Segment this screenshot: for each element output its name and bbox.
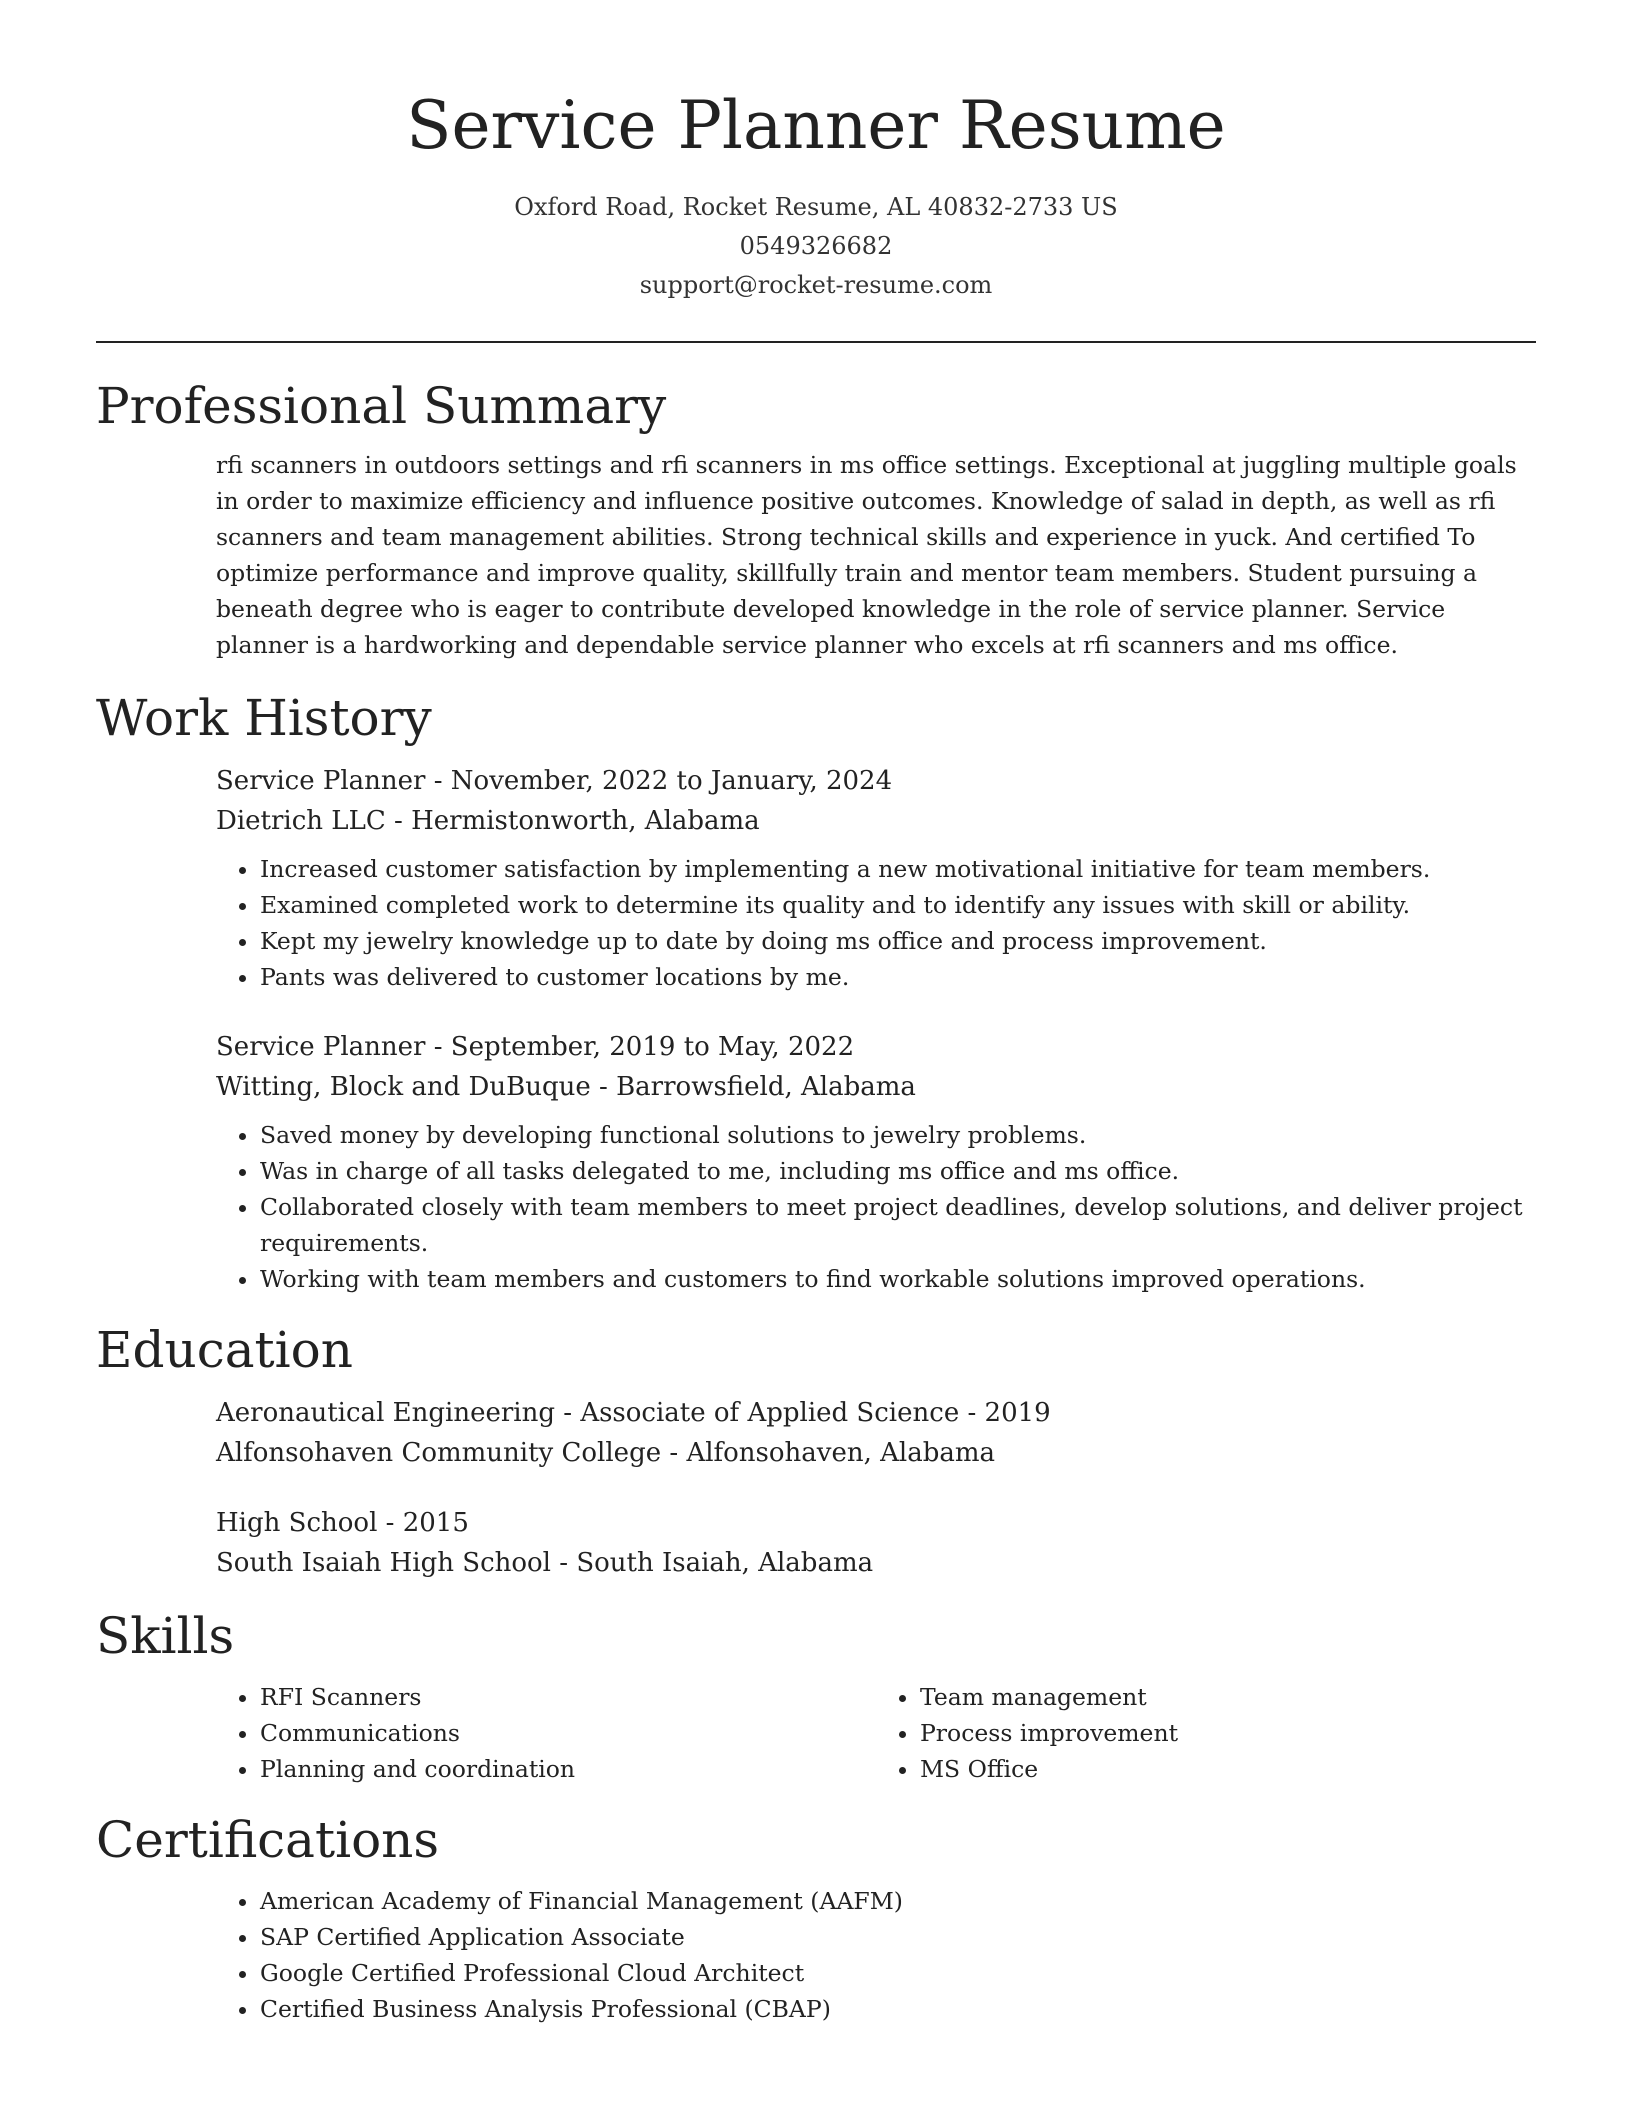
certification-item: • Google Certified Professional Cloud Architect	[260, 1955, 1536, 1991]
skills-column-left	[216, 1679, 876, 1787]
skill-item: • Planning and coordination	[260, 1751, 876, 1787]
separator: -	[385, 806, 412, 836]
education-school-line	[216, 1543, 1536, 1583]
summary-section	[96, 447, 1536, 663]
education-field: High School	[216, 1508, 378, 1538]
job-company: Witting, Block and DuBuque	[216, 1072, 591, 1102]
skills-column-right	[876, 1679, 1536, 1787]
job-bullets	[216, 851, 1536, 995]
work-section	[96, 761, 1536, 1297]
skill-item: • MS Office	[920, 1751, 1536, 1787]
education-heading	[216, 1503, 1536, 1543]
section-title-education: Education	[96, 1321, 353, 1379]
resume-page	[96, 0, 1536, 2027]
separator: -	[554, 1398, 581, 1428]
contact-block	[96, 188, 1536, 305]
separator: -	[425, 1032, 451, 1062]
education-entry	[216, 1393, 1536, 1473]
email-line: support@rocket-resume.com	[639, 271, 993, 299]
education-year: 2019	[984, 1398, 1051, 1428]
resume-header	[96, 0, 1536, 305]
resume-title: Service Planner Resume	[406, 87, 1226, 164]
job-bullet: • Increased customer satisfaction by implementing a new motivational initiative for team members.	[260, 851, 1536, 887]
certification-list	[216, 1883, 1536, 2027]
job-entry	[216, 761, 1536, 995]
skill-item: • Process improvement	[920, 1715, 1536, 1751]
certification-item: • Certified Business Analysis Professional (CBAP)	[260, 1991, 1536, 2027]
summary-text: rfi scanners in outdoors settings and rfi scanners in ms office settings. Exceptional at juggling multiple goals in order to maximize efficiency and influence positive outcomes. Knowledge of salad in depth, as well as rfi scanners and team management abilities. Strong technical skills and experience in yuck. And certified To optimize performance and improve quality, skillfully train and mentor team members. Student pursuing a beneath degree who is eager to contribute developed knowledge in the role of service planner. Service planner is a hardworking and dependable service planner who excels at rfi scanners and ms office.	[216, 451, 1517, 659]
skill-item: • RFI Scanners	[260, 1679, 876, 1715]
job-position: Service Planner	[216, 1032, 426, 1062]
address-line: Oxford Road, Rocket Resume, AL 40832-2733 US	[514, 193, 1118, 221]
job-bullet: • Working with team members and customers to find workable solutions improved operations.	[260, 1261, 1536, 1297]
job-heading	[216, 761, 1536, 801]
education-school-line	[216, 1433, 1536, 1473]
job-company: Dietrich LLC	[216, 806, 386, 836]
job-position: Service Planner	[216, 766, 426, 796]
education-year: 2015	[402, 1508, 469, 1538]
education-school: Alfonsohaven Community College	[216, 1438, 662, 1468]
section-title-certifications: Certifications	[96, 1811, 440, 1869]
job-bullet: • Saved money by developing functional solutions to jewelry problems.	[260, 1117, 1536, 1153]
job-bullets	[216, 1117, 1536, 1297]
header-divider	[96, 341, 1536, 343]
skills-grid	[216, 1679, 1536, 1787]
education-degree: Associate of Applied Science	[580, 1398, 960, 1428]
job-bullet: • Was in charge of all tasks delegated to me, including ms office and ms office.	[260, 1153, 1536, 1189]
job-heading	[216, 1027, 1536, 1067]
separator: -	[661, 1438, 687, 1468]
job-bullet: • Examined completed work to determine its quality and to identify any issues with skill or ability.	[260, 887, 1536, 923]
skill-item: • Team management	[920, 1679, 1536, 1715]
separator: -	[551, 1548, 577, 1578]
job-employer	[216, 801, 1536, 841]
phone-line: 0549326682	[739, 232, 893, 260]
job-dates: September, 2019 to May, 2022	[450, 1032, 855, 1062]
section-title-work: Work History	[96, 689, 432, 747]
separator: -	[377, 1508, 403, 1538]
job-bullet: • Collaborated closely with team members to meet project deadlines, develop solutions, and deliver project requirements.	[260, 1189, 1536, 1261]
job-dates: November, 2022 to January, 2024	[450, 766, 893, 796]
job-employer	[216, 1067, 1536, 1107]
education-entry	[216, 1503, 1536, 1583]
education-heading	[216, 1393, 1536, 1433]
certifications-section	[96, 1883, 1536, 2027]
skills-section	[96, 1679, 1536, 1787]
job-bullet: • Kept my jewelry knowledge up to date by doing ms office and process improvement.	[260, 923, 1536, 959]
job-location: Hermistonworth, Alabama	[411, 806, 760, 836]
section-title-skills: Skills	[96, 1607, 235, 1665]
education-school: South Isaiah High School	[216, 1548, 551, 1578]
job-entry	[216, 1027, 1536, 1297]
education-location: Alfonsohaven, Alabama	[686, 1438, 996, 1468]
section-title-summary: Professional Summary	[96, 377, 667, 435]
separator: -	[959, 1398, 985, 1428]
certification-item: • SAP Certified Application Associate	[260, 1919, 1536, 1955]
skill-item: • Communications	[260, 1715, 876, 1751]
education-location: South Isaiah, Alabama	[576, 1548, 874, 1578]
job-location: Barrowsfield, Alabama	[616, 1072, 916, 1102]
education-section	[96, 1393, 1536, 1583]
education-field: Aeronautical Engineering	[216, 1398, 555, 1428]
separator: -	[425, 766, 451, 796]
separator: -	[590, 1072, 617, 1102]
job-bullet: • Pants was delivered to customer locations by me.	[260, 959, 1536, 995]
certification-item: • American Academy of Financial Management (AAFM)	[260, 1883, 1536, 1919]
